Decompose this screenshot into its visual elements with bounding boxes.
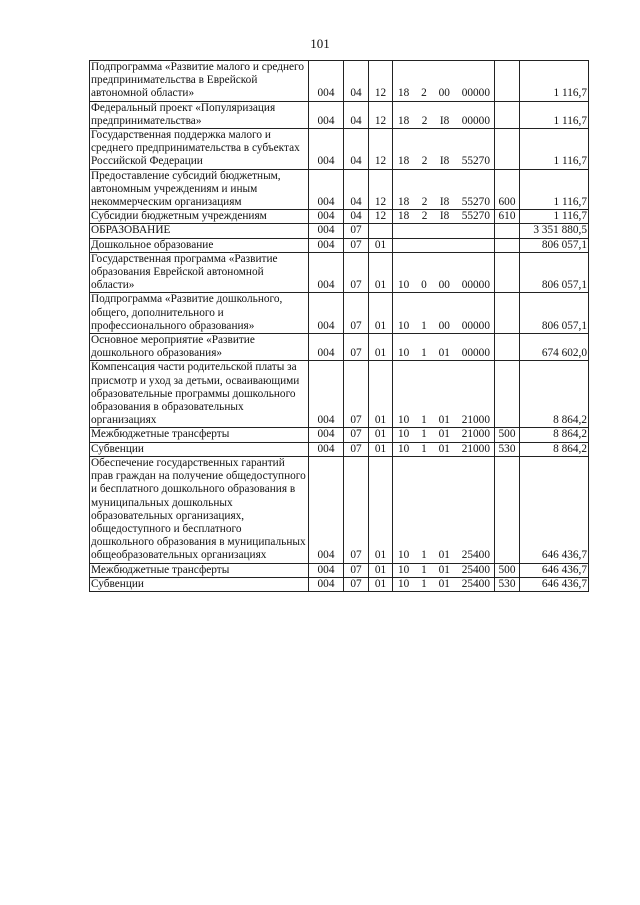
target-article-code-part: 01 — [438, 577, 450, 590]
section-code-cell: 07 — [344, 428, 369, 442]
row-name-cell: Предоставление субсидий бюджетным, автономным учреждениям и иным некоммерческим организациям — [90, 169, 309, 210]
table-row — [90, 334, 589, 361]
subsection-code-cell: 01 — [369, 442, 393, 456]
expense-type-code-cell — [495, 61, 520, 102]
target-article-code-part: 00000 — [461, 279, 490, 292]
row-name-cell: Государственная программа «Развитие образования Еврейской автономной области» — [90, 252, 309, 293]
target-article-code-part: 25400 — [461, 563, 490, 576]
target-article-code-cell — [393, 101, 495, 128]
target-article-code-part: 01 — [438, 347, 450, 360]
target-article-code — [394, 196, 493, 209]
section-code-cell: 04 — [344, 210, 369, 224]
subsection-code-cell: 01 — [369, 361, 393, 428]
grbs-code-cell: 004 — [309, 210, 344, 224]
expense-type-code-cell — [495, 456, 520, 563]
table-row — [90, 238, 589, 252]
expense-type-code-cell: 530 — [495, 577, 520, 591]
target-article-code-part: 10 — [398, 279, 410, 292]
target-article-code — [394, 210, 493, 223]
grbs-code-cell: 004 — [309, 563, 344, 577]
row-name-cell: Подпрограмма «Развитие малого и среднего предпринимательства в Еврейской автономной области» — [90, 61, 309, 102]
target-article-code-part: 1 — [421, 442, 427, 455]
row-name-cell: Федеральный проект «Популяризация предпринимательства» — [90, 101, 309, 128]
target-article-code-part: 00000 — [461, 347, 490, 360]
table-body — [90, 61, 589, 592]
target-article-code-part: 18 — [398, 210, 410, 223]
target-article-code-part: 25400 — [461, 549, 490, 562]
expense-type-code-cell — [495, 334, 520, 361]
section-code-cell: 04 — [344, 129, 369, 170]
grbs-code-cell: 004 — [309, 577, 344, 591]
target-article-code-part: 0 — [421, 279, 427, 292]
target-article-code-part: 55270 — [461, 210, 490, 223]
grbs-code-cell: 004 — [309, 252, 344, 293]
amount-cell: 806 057,1 — [520, 252, 589, 293]
row-name-cell: Подпрограмма «Развитие дошкольного, общего, дополнительного и профессионального образования» — [90, 293, 309, 334]
target-article-code-part: 18 — [398, 87, 410, 100]
section-code-cell: 07 — [344, 456, 369, 563]
target-article-code-part: 1 — [421, 414, 427, 427]
target-article-code-part: 1 — [421, 319, 427, 332]
amount-cell: 806 057,1 — [520, 293, 589, 334]
target-article-code-cell — [393, 563, 495, 577]
expense-type-code-cell — [495, 224, 520, 238]
target-article-code-part: 00000 — [461, 319, 490, 332]
table-row — [90, 210, 589, 224]
section-code-cell: 07 — [344, 334, 369, 361]
row-name-cell: Дошкольное образование — [90, 238, 309, 252]
grbs-code-cell: 004 — [309, 428, 344, 442]
subsection-code-cell: 12 — [369, 129, 393, 170]
amount-cell: 8 864,2 — [520, 361, 589, 428]
amount-cell: 646 436,7 — [520, 563, 589, 577]
table-row — [90, 442, 589, 456]
target-article-code — [394, 564, 493, 577]
target-article-code-part: 10 — [398, 319, 410, 332]
expense-type-code-cell: 500 — [495, 563, 520, 577]
row-name-cell: ОБРАЗОВАНИЕ — [90, 224, 309, 238]
target-article-code-cell — [393, 334, 495, 361]
target-article-code-cell — [393, 210, 495, 224]
table-row — [90, 361, 589, 428]
target-article-code-part: 10 — [398, 347, 410, 360]
grbs-code-cell: 004 — [309, 101, 344, 128]
target-article-code — [394, 320, 493, 333]
expense-type-code-cell: 500 — [495, 428, 520, 442]
target-article-code-cell — [393, 293, 495, 334]
target-article-code — [394, 578, 493, 591]
target-article-code-part: 18 — [398, 155, 410, 168]
amount-cell: 1 116,7 — [520, 169, 589, 210]
target-article-code-cell — [393, 577, 495, 591]
subsection-code-cell: 01 — [369, 428, 393, 442]
row-name-cell: Основное мероприятие «Развитие дошкольного образования» — [90, 334, 309, 361]
target-article-code-part: I8 — [439, 155, 450, 168]
target-article-code-part: I8 — [439, 210, 450, 223]
budget-table — [89, 60, 589, 592]
amount-cell: 1 116,7 — [520, 210, 589, 224]
amount-cell: 8 864,2 — [520, 442, 589, 456]
target-article-code-part: 1 — [421, 577, 427, 590]
subsection-code-cell: 01 — [369, 456, 393, 563]
section-code-cell: 04 — [344, 61, 369, 102]
target-article-code-part: 10 — [398, 549, 410, 562]
subsection-code-cell: 01 — [369, 563, 393, 577]
expense-type-code-cell: 530 — [495, 442, 520, 456]
table-row — [90, 456, 589, 563]
target-article-code — [394, 115, 493, 128]
amount-cell: 3 351 880,5 — [520, 224, 589, 238]
target-article-code-part: 00000 — [461, 87, 490, 100]
grbs-code-cell: 004 — [309, 456, 344, 563]
target-article-code — [394, 279, 493, 292]
target-article-code-part: 55270 — [461, 196, 490, 209]
grbs-code-cell: 004 — [309, 442, 344, 456]
target-article-code-part: 01 — [438, 442, 450, 455]
target-article-code — [394, 347, 493, 360]
target-article-code-part: 01 — [438, 428, 450, 441]
target-article-code — [394, 155, 493, 168]
table-row — [90, 101, 589, 128]
row-name-cell: Субвенции — [90, 577, 309, 591]
subsection-code-cell: 12 — [369, 101, 393, 128]
target-article-code-part: 00 — [438, 319, 450, 332]
row-name-cell: Государственная поддержка малого и среднего предпринимательства в субъектах Российской Федерации — [90, 129, 309, 170]
subsection-code-cell: 12 — [369, 210, 393, 224]
grbs-code-cell: 004 — [309, 238, 344, 252]
target-article-code-part: 2 — [421, 196, 428, 209]
row-name-cell: Субсидии бюджетным учреждениям — [90, 210, 309, 224]
target-article-code-part: 10 — [398, 563, 410, 576]
subsection-code-cell: 01 — [369, 293, 393, 334]
target-article-code-part: 01 — [438, 414, 450, 427]
target-article-code-part: 55270 — [461, 155, 490, 168]
row-name-cell: Компенсация части родительской платы за присмотр и уход за детьми, осваивающими образовательные программы дошкольного образования в образовательных организациях — [90, 361, 309, 428]
target-article-code — [394, 443, 493, 456]
target-article-code-part: 10 — [398, 414, 410, 427]
target-article-code-cell — [393, 169, 495, 210]
table-row — [90, 577, 589, 591]
target-article-code-cell — [393, 456, 495, 563]
subsection-code-cell: 01 — [369, 334, 393, 361]
subsection-code-cell: 12 — [369, 169, 393, 210]
table-row — [90, 252, 589, 293]
expense-type-code-cell — [495, 361, 520, 428]
target-article-code-cell — [393, 442, 495, 456]
target-article-code-part: 18 — [398, 196, 410, 209]
row-name-cell: Субвенции — [90, 442, 309, 456]
section-code-cell: 04 — [344, 101, 369, 128]
expense-type-code-cell — [495, 101, 520, 128]
target-article-code-cell — [393, 238, 495, 252]
section-code-cell: 07 — [344, 577, 369, 591]
target-article-code-part: 21000 — [461, 428, 490, 441]
target-article-code-part: 25400 — [461, 577, 490, 590]
grbs-code-cell: 004 — [309, 293, 344, 334]
target-article-code-cell — [393, 224, 495, 238]
table-row — [90, 169, 589, 210]
target-article-code — [394, 428, 493, 441]
amount-cell: 8 864,2 — [520, 428, 589, 442]
target-article-code-part: 1 — [421, 563, 427, 576]
target-article-code-part: 2 — [421, 210, 428, 223]
grbs-code-cell: 004 — [309, 169, 344, 210]
target-article-code-cell — [393, 129, 495, 170]
subsection-code-cell: 12 — [369, 61, 393, 102]
target-article-code-part: 2 — [421, 87, 427, 100]
grbs-code-cell: 004 — [309, 361, 344, 428]
subsection-code-cell: 01 — [369, 577, 393, 591]
amount-cell: 806 057,1 — [520, 238, 589, 252]
target-article-code-part: 10 — [398, 442, 410, 455]
section-code-cell: 07 — [344, 361, 369, 428]
target-article-code-part: 00 — [438, 87, 450, 100]
section-code-cell: 07 — [344, 252, 369, 293]
grbs-code-cell: 004 — [309, 61, 344, 102]
target-article-code-part: 1 — [421, 347, 427, 360]
expense-type-code-cell: 610 — [495, 210, 520, 224]
amount-cell: 1 116,7 — [520, 129, 589, 170]
section-code-cell: 04 — [344, 169, 369, 210]
table-row — [90, 224, 589, 238]
section-code-cell: 07 — [344, 224, 369, 238]
target-article-code-part: 1 — [421, 428, 427, 441]
amount-cell: 674 602,0 — [520, 334, 589, 361]
target-article-code-part: I8 — [439, 114, 450, 127]
table-row — [90, 293, 589, 334]
page-number: 101 — [310, 36, 330, 51]
target-article-code-part: 18 — [398, 114, 410, 127]
subsection-code-cell: 01 — [369, 238, 393, 252]
target-article-code-part: 01 — [438, 563, 450, 576]
target-article-code-part: 21000 — [461, 442, 490, 455]
section-code-cell: 07 — [344, 563, 369, 577]
section-code-cell: 07 — [344, 293, 369, 334]
target-article-code-part: 10 — [398, 428, 410, 441]
target-article-code-part: 21000 — [461, 414, 490, 427]
expense-type-code-cell — [495, 129, 520, 170]
table-row — [90, 61, 589, 102]
section-code-cell: 07 — [344, 442, 369, 456]
expense-type-code-cell — [495, 252, 520, 293]
target-article-code-cell — [393, 428, 495, 442]
target-article-code-part: 00000 — [461, 114, 490, 127]
amount-cell: 646 436,7 — [520, 456, 589, 563]
target-article-code-cell — [393, 61, 495, 102]
row-name-cell: Обеспечение государственных гарантий прав граждан на получение общедоступного и бесплатного дошкольного образования в муниципальных дошкольных образовательных организациях, общедоступного и бесплатного дошкольного образования в муниципальных общеобразовательных организациях — [90, 456, 309, 563]
target-article-code-cell — [393, 361, 495, 428]
expense-type-code-cell: 600 — [495, 169, 520, 210]
table-row — [90, 129, 589, 170]
target-article-code-part: 2 — [421, 114, 428, 127]
grbs-code-cell: 004 — [309, 334, 344, 361]
subsection-code-cell — [369, 224, 393, 238]
table-row — [90, 563, 589, 577]
section-code-cell: 07 — [344, 238, 369, 252]
target-article-code-part: 1 — [421, 549, 427, 562]
table-row — [90, 428, 589, 442]
target-article-code-cell — [393, 252, 495, 293]
target-article-code-part: 2 — [421, 155, 428, 168]
row-name-cell: Межбюджетные трансферты — [90, 563, 309, 577]
expense-type-code-cell — [495, 293, 520, 334]
expense-type-code-cell — [495, 238, 520, 252]
row-name-cell: Межбюджетные трансферты — [90, 428, 309, 442]
target-article-code-part: 00 — [438, 279, 450, 292]
grbs-code-cell: 004 — [309, 224, 344, 238]
target-article-code-part: 10 — [398, 577, 410, 590]
target-article-code-part: 01 — [438, 549, 450, 562]
amount-cell: 646 436,7 — [520, 577, 589, 591]
target-article-code — [394, 87, 493, 100]
target-article-code — [394, 414, 493, 427]
grbs-code-cell: 004 — [309, 129, 344, 170]
subsection-code-cell: 01 — [369, 252, 393, 293]
target-article-code-part: I8 — [439, 196, 450, 209]
target-article-code — [394, 549, 493, 562]
amount-cell: 1 116,7 — [520, 101, 589, 128]
amount-cell: 1 116,7 — [520, 61, 589, 102]
